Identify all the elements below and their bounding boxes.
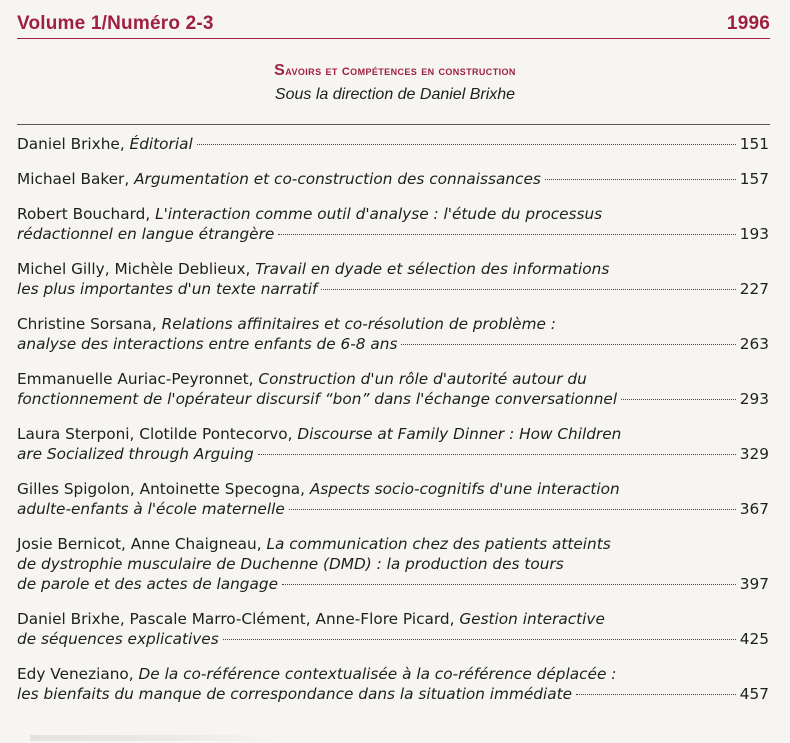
toc-entry-line [17,334,769,354]
toc-entry-text [17,315,556,333]
toc-article-title: de séquences explicatives [17,630,219,648]
toc-article-title: L'interaction comme outil d'analyse : l'étude du processus [155,205,603,223]
toc-authors: Gilles Spigolon, Antoinette Specogna, [17,480,310,498]
toc-entry-line [17,664,769,684]
toc-entry [17,479,769,519]
toc-authors: Josie Bernicot, Anne Chaigneau, [17,535,267,553]
dot-leader [278,234,736,235]
dot-leader [258,454,736,455]
toc-entry [17,369,769,409]
toc-entry-text [17,334,397,354]
toc-entry [17,259,769,299]
toc-entry-line [17,169,769,189]
toc-entry-text [17,574,278,594]
dot-leader [289,509,736,510]
year: 1996 [726,13,770,34]
page-number: 151 [739,135,769,153]
toc-entry-text [17,684,572,704]
page-number: 367 [739,500,769,518]
toc-article-title: are Socialized through Arguing [17,445,254,463]
toc-entry-text [17,535,611,553]
table-of-contents [17,134,769,719]
toc-entry-line [17,204,769,224]
toc-entry [17,134,769,154]
title-block [0,62,790,104]
toc-entry-text [17,205,602,223]
toc-entry-line [17,259,769,279]
toc-authors: Christine Sorsana, [17,315,162,333]
toc-entry-line [17,629,769,649]
toc-entry-line [17,479,769,499]
dot-leader [197,144,736,145]
toc-entry-text [17,134,193,154]
toc-entry [17,609,769,649]
toc-article-title: Construction d'un rôle d'autorité autour du [258,370,587,388]
dot-leader [401,344,735,345]
toc-authors: Michael Baker, [17,170,135,188]
toc-entry-text [17,260,609,278]
toc-entry [17,169,769,189]
page-number: 457 [739,685,769,703]
toc-entry-text [17,555,564,573]
volume-number: Volume 1/Numéro 2-3 [17,13,214,34]
toc-authors: Michel Gilly, Michèle Deblieux, [17,260,256,278]
toc-authors: Emmanuelle Auriac-Peyronnet, [17,370,259,388]
page-number: 329 [739,445,769,463]
toc-article-title: Éditorial [129,135,193,153]
toc-entry-line [17,369,769,389]
toc-entry-line [17,554,769,574]
toc-article-title: Discourse at Family Dinner : How Children [297,425,622,443]
toc-article-title: fonctionnement de l'opérateur discursif “bon” dans l'échange conversationnel [17,390,618,408]
toc-entry-line [17,499,769,519]
dot-leader [545,179,736,180]
toc-article-title: Argumentation et co-construction des connaissances [134,170,541,188]
dot-leader [576,694,736,695]
toc-authors: Laura Sterponi, Clotilde Pontecorvo, [17,425,298,443]
bleed-through-text [30,735,280,741]
toc-authors: Daniel Brixhe, Pascale Marro-Clément, Anne-Flore Picard, [17,610,460,628]
toc-entry-line [17,134,769,154]
issue-subtitle: Sous la direction de Daniel Brixhe [274,86,516,103]
toc-entry-text [17,169,541,189]
toc-entry-line [17,444,769,464]
dot-leader [282,584,736,585]
page-number: 263 [739,335,769,353]
toc-entry-line [17,224,769,244]
toc-entry-line [17,314,769,334]
page-header [17,10,770,39]
toc-article-title: rédactionnel en langue étrangère [17,225,275,243]
page-number: 397 [739,575,769,593]
divider [17,124,770,125]
toc-entry-text [17,224,274,244]
toc-entry [17,534,769,594]
toc-entry-line [17,389,769,409]
dot-leader [223,639,736,640]
toc-article-title: Relations affinitaires et co-résolution de problème : [161,315,556,333]
toc-entry-text [17,480,620,498]
toc-article-title: Gestion interactive [459,610,605,628]
toc-article-title: de parole et des actes de langage [17,575,278,593]
toc-article-title: de dystrophie musculaire de Duchenne (DMD) : la production des tours [17,555,564,573]
toc-article-title: Travail en dyade et sélection des informations [255,260,610,278]
page-number: 293 [739,390,769,408]
toc-entry-text [17,629,219,649]
page-number: 193 [739,225,769,243]
toc-entry-line [17,424,769,444]
page-number: 157 [739,170,769,188]
toc-entry [17,204,769,244]
toc-entry-text [17,425,621,443]
toc-entry-line [17,534,769,554]
toc-article-title: adulte-enfants à l'école maternelle [17,500,285,518]
toc-article-title: La communication chez des patients atteints [266,535,611,553]
toc-entry-text [17,370,587,388]
toc-article-title: les bienfaits du manque de correspondance dans la situation immédiate [17,685,573,703]
dot-leader [621,399,736,400]
toc-entry [17,314,769,354]
toc-entry-line [17,279,769,299]
toc-article-title: De la co-référence contextualisée à la co-référence déplacée : [138,665,617,683]
toc-entry-text [17,610,605,628]
toc-article-title: les plus importantes d'un texte narratif [17,280,318,298]
toc-authors: Edy Veneziano, [17,665,139,683]
toc-entry-text [17,499,285,519]
toc-entry-text [17,665,616,683]
toc-entry-text [17,279,317,299]
toc-authors: Robert Bouchard, [17,205,156,223]
toc-entry-text [17,389,617,409]
dot-leader [321,289,735,290]
toc-article-title: Aspects socio-cognitifs d'une interaction [309,480,620,498]
toc-article-title: analyse des interactions entre enfants de 6-8 ans [17,335,398,353]
toc-entry-line [17,684,769,704]
toc-entry [17,664,769,704]
toc-entry [17,424,769,464]
page-number: 227 [739,280,769,298]
toc-entry-line [17,609,769,629]
issue-title: Savoirs et compétences en construction [274,62,516,79]
toc-entry-line [17,574,769,594]
toc-authors: Daniel Brixhe, [17,135,130,153]
toc-entry-text [17,444,254,464]
page-number: 425 [739,630,769,648]
